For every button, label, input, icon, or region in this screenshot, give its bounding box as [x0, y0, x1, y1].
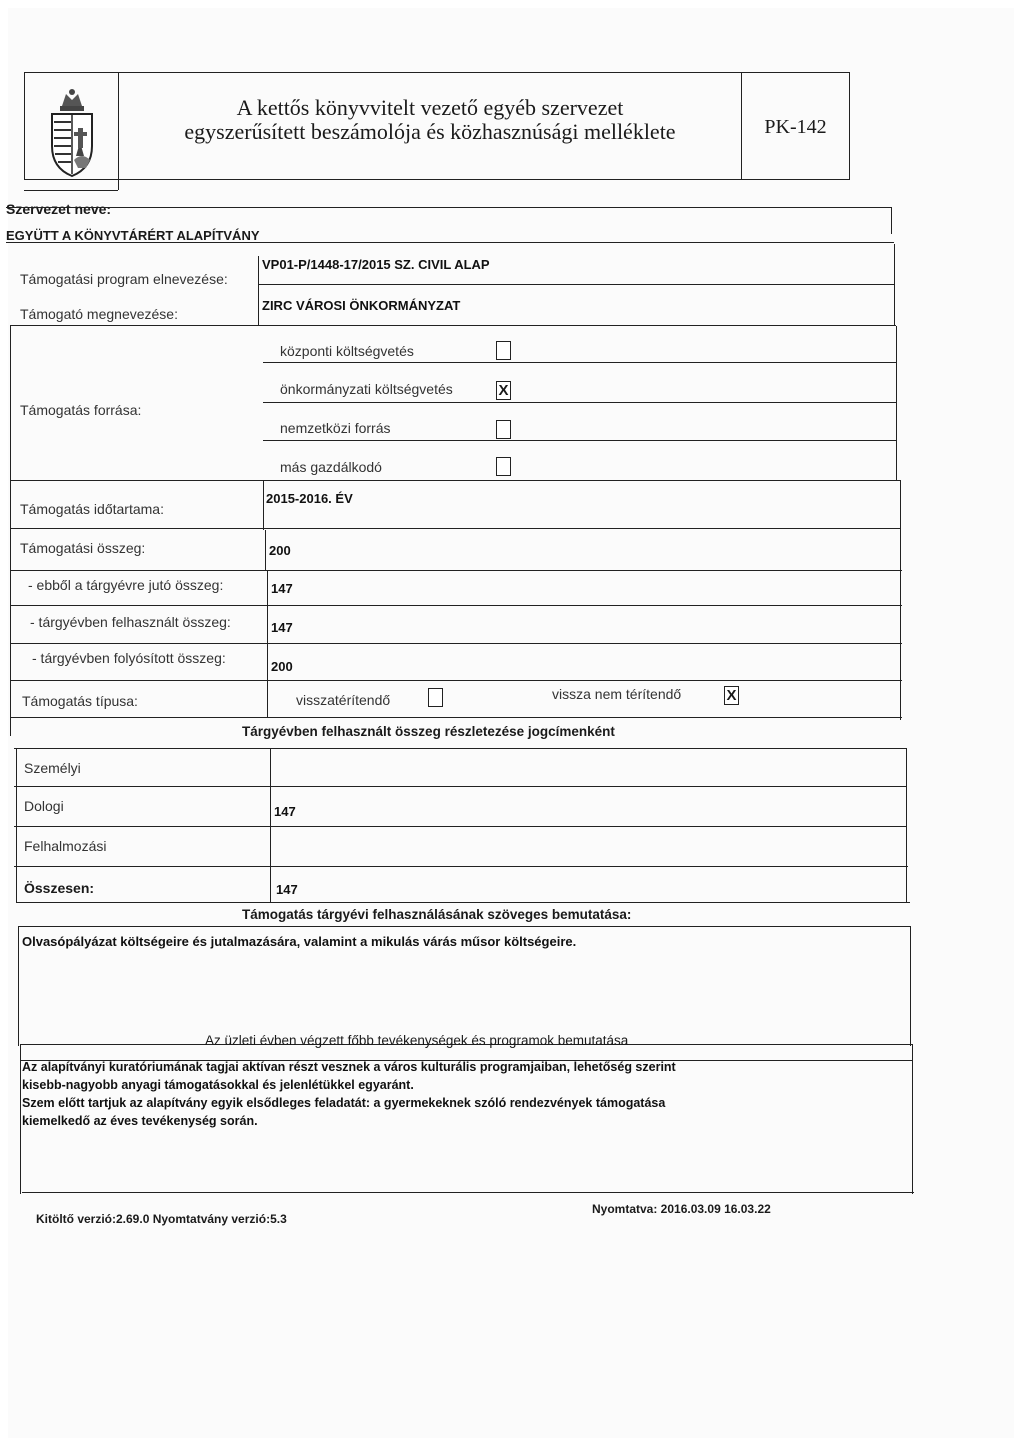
duration-value: 2015-2016. ÉV [266, 491, 353, 506]
used-amount-value: 147 [271, 620, 293, 635]
breakdown-row-label: Dologi [24, 798, 64, 814]
paid-amount-value: 200 [271, 659, 293, 674]
source-option-checkbox[interactable] [496, 381, 511, 400]
amount-label: Támogatási összeg: [20, 540, 146, 556]
source-option-checkbox[interactable] [496, 341, 511, 360]
checkbox-mark: X [726, 687, 737, 704]
grant-hline-9 [10, 605, 902, 606]
grant-hline-4 [263, 402, 896, 403]
breakdown-row-value: 147 [274, 804, 296, 819]
print-timestamp: Nyomtatva: 2016.03.09 16.03.22 [592, 1202, 771, 1216]
grantor-value: ZIRC VÁROSI ÖNKORMÁNYZAT [262, 298, 461, 313]
org-line-bottom [6, 242, 894, 243]
duration-label: Támogatás időtartama: [20, 501, 164, 517]
grant-hline-12 [10, 717, 902, 718]
source-option-label: központi költségvetés [280, 343, 414, 359]
grant-col-divider-2 [263, 480, 264, 530]
breakdown-row-label: Felhalmozási [24, 838, 107, 854]
breakdown-left-border [16, 748, 17, 902]
activities-line: Szem előtt tartjuk az alapítvány egyik elsődleges feladatát: a gyermekeknek szóló rendezvények támogatása [22, 1096, 666, 1110]
org-name-label: Szervezet neve: [6, 201, 112, 217]
grant-hline-3 [263, 362, 896, 363]
activities-line: Az alapítványi kuratóriumának tagjai aktívan részt vesznek a város kulturális programjaiban, lehetőség szerint [22, 1060, 676, 1074]
grant-hline-10 [10, 643, 902, 644]
grant-col-divider-1 [258, 256, 259, 326]
paid-amount-label: - tárgyévben folyósított összeg: [32, 650, 226, 666]
activities-left-border [20, 1044, 21, 1194]
breakdown-total-value: 147 [276, 882, 298, 897]
non-refundable-checkbox[interactable] [724, 686, 739, 705]
activities-right-border [912, 1044, 913, 1194]
program-name-label: Támogatási program elnevezése: [20, 271, 228, 287]
header-divider-left [118, 72, 119, 190]
checkbox-mark [497, 342, 510, 359]
grant-hline-1 [258, 284, 894, 285]
breakdown-hline-3 [14, 826, 906, 827]
form-version: Kitöltő verzió:2.69.0 Nyomtatvány verzió:5.3 [36, 1212, 287, 1226]
org-line-right [891, 207, 892, 234]
source-label: Támogatás forrása: [20, 402, 142, 418]
grant-table-right-border-3 [900, 480, 901, 720]
grantor-label: Támogató megnevezése: [20, 306, 178, 322]
grant-hline-5 [263, 440, 896, 441]
form-title-line2: egyszerűsített beszámolója és közhasznúsági melléklete [184, 119, 676, 144]
activities-line: kiemelkedő az éves tevékenység során. [22, 1114, 258, 1128]
source-option-label: más gazdálkodó [280, 459, 382, 475]
grant-hline-7 [10, 528, 900, 529]
header-bottom-line [24, 190, 118, 191]
grant-hline-2 [10, 325, 896, 326]
breakdown-hline-4 [14, 866, 908, 867]
grant-table-left-border [10, 326, 11, 736]
checkbox-mark [429, 689, 442, 706]
grant-table-right-border [894, 244, 895, 326]
grant-hline-11 [10, 680, 902, 681]
activities-line: kisebb-nagyobb anyagi támogatásokkal és jelenlétükkel egyaránt. [22, 1078, 414, 1092]
usage-hline-top [18, 926, 910, 927]
used-amount-label: - tárgyévben felhasznált összeg: [30, 614, 231, 630]
year-share-value: 147 [271, 581, 293, 596]
form-code: PK-142 [764, 116, 827, 138]
breakdown-hline-top [14, 748, 906, 749]
grant-hline-8 [10, 570, 902, 571]
year-share-label: - ebből a tárgyévre jutó összeg: [28, 577, 224, 593]
form-title-line1: A kettős könyvvitelt vezető egyéb szervezet [236, 95, 624, 120]
grant-col-divider-4 [267, 570, 268, 718]
amount-value: 200 [269, 543, 291, 558]
grant-type-label: Támogatás típusa: [22, 693, 138, 709]
activities-hline-bottom [22, 1192, 914, 1193]
refundable-label: visszatérítendő [296, 692, 391, 708]
usage-heading: Támogatás tárgyévi felhasználásának szöveges bemutatása: [242, 907, 632, 922]
breakdown-hline-2 [14, 786, 906, 787]
breakdown-total-label: Összesen: [24, 880, 95, 896]
source-option-checkbox[interactable] [496, 420, 511, 439]
coat-of-arms-icon [40, 84, 104, 180]
breakdown-heading: Tárgyévben felhasznált összeg részletezése jogcímenként [242, 724, 615, 739]
checkbox-mark [497, 421, 510, 438]
non-refundable-label: vissza nem térítendő [552, 686, 682, 702]
breakdown-right-border [906, 748, 907, 902]
source-option-label: nemzetközi forrás [280, 420, 391, 436]
program-name-value: VP01-P/1448-17/2015 SZ. CIVIL ALAP [262, 257, 490, 272]
usage-right-border [910, 926, 911, 1046]
source-option-label: önkormányzati költségvetés [280, 381, 453, 397]
grant-table-right-border-2 [896, 326, 897, 480]
breakdown-hline-bottom [16, 902, 910, 903]
grant-col-divider-3 [265, 530, 266, 570]
refundable-checkbox[interactable] [428, 688, 443, 707]
breakdown-col-divider [270, 748, 271, 902]
org-line-top [6, 207, 892, 208]
breakdown-row-label: Személyi [24, 760, 81, 776]
source-option-checkbox[interactable] [496, 457, 511, 476]
org-name-value: EGYÜTT A KÖNYVTÁRÉRT ALAPÍTVÁNY [6, 228, 260, 243]
checkbox-mark: X [498, 382, 509, 399]
grant-hline-6 [10, 480, 900, 481]
usage-left-border [18, 926, 19, 1046]
checkbox-mark [497, 458, 510, 475]
activities-heading: Az üzleti évben végzett főbb tevékenységek és programok bemutatása [205, 1033, 629, 1048]
usage-text: Olvasópályázat költségeire és jutalmazására, valamint a mikulás várás műsor költségeire. [22, 934, 577, 949]
